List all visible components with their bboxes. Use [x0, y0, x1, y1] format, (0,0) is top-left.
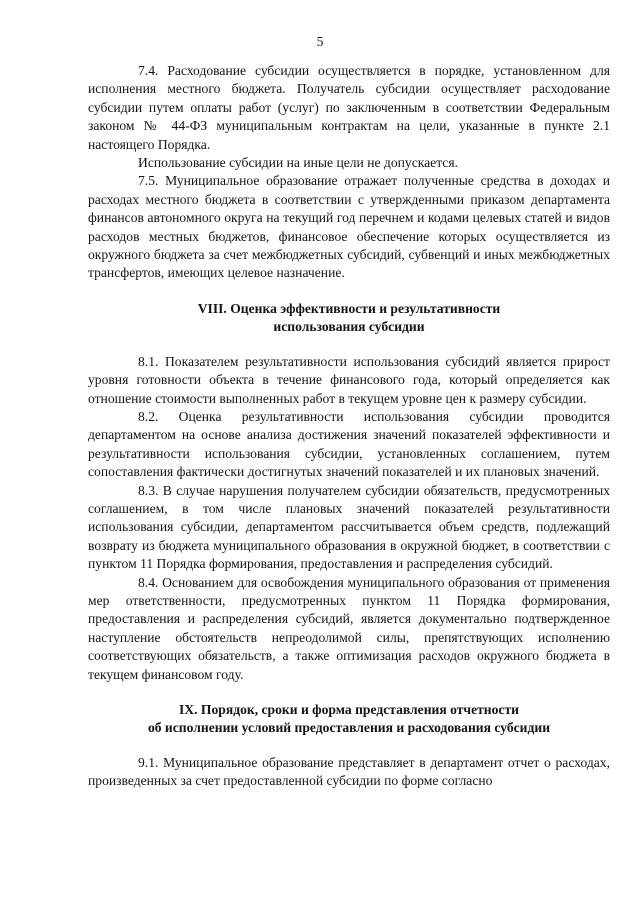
section-9-heading-line-2: об исполнении условий предоставления и расходования субсидии	[147, 720, 551, 736]
section-8-heading	[88, 300, 610, 337]
paragraph-8-3: 8.3. В случае нарушения получателем субсидии обязательств, предусмотренных соглашением, в том числе плановых значений показателей результативности использования субсидии, департаментом рассчитывается объем средств, подлежащий возврату из бюджета муниципального образования в окружной бюджет, в соответствии с пунктом 11 Порядка формирования, предоставления и распределения субсидий.	[88, 482, 610, 572]
section-9-heading	[88, 701, 610, 738]
paragraph-8-2: 8.2. Оценка результативности использования субсидии проводится департаментом на основе анализа достижения значений показателей эффективности и результативности использования субсидии, установленных соглашением, путем сопоставления фактически достигнутых значений показателей и их плановых значений.	[88, 408, 610, 480]
section-9-body	[88, 754, 610, 791]
paragraph-7-4: 7.4. Расходование субсидии осуществляется в порядке, установленном для исполнения местного бюджета. Получатель субсидии осуществляет расходование субсидии путем оплаты работ (услуг) по заключенным в соответствии Федеральным законом № 44-ФЗ муниципальным контрактам на цели, указанные в пункте 2.1 настоящего Порядка.	[88, 63, 610, 152]
section-8-heading-line-2: использования субсидии	[273, 319, 425, 335]
paragraph-9-1: 9.1. Муниципальное образование представляет в департамент отчет о расходах, произведенных за счет предоставленной субсидии по форме согласно	[88, 754, 610, 789]
document-body	[88, 62, 610, 791]
paragraph-7-5: 7.5. Муниципальное образование отражает полученные средства в доходах и расходах местного бюджета в соответствии с утвержденными приказом департамента финансов автономного округа на текущий год перечнем и кодами целевых статей и видов расходов местных бюджетов, финансовое обеспечение которых осуществляется из окружного бюджета за счет межбюджетных субсидий, субвенций и иных межбюджетных трансфертов, имеющих целевое назначение.	[88, 173, 610, 281]
section-8-body	[88, 353, 610, 684]
section-9-heading-line-1: IX. Порядок, сроки и форма представления отчетности	[179, 702, 519, 717]
page-number: 5	[316, 34, 324, 49]
paragraph-7-4-restriction: Использование субсидии на иные цели не допускается.	[138, 155, 458, 171]
paragraph-8-4: 8.4. Основанием для освобождения муниципального образования от применения мер ответственности, предусмотренных пунктом 11 Порядка формирования, предоставления и распределения субсидий, является документально подтвержденное наступление обстоятельств непреодолимой силы, препятствующих исполнению соответствующих обязательств, а также оптимизация расходов окружного бюджета в текущем финансовом году.	[88, 574, 610, 682]
section-8-heading-line-1: VIII. Оценка эффективности и результативности	[197, 300, 501, 316]
paragraph-8-1: 8.1. Показателем результативности использования субсидий является прирост уровня готовности объекта в течение финансового года, который определяется как отношение стоимости выполненных работ в текущем уровне цен к размеру субсидии.	[88, 353, 610, 406]
